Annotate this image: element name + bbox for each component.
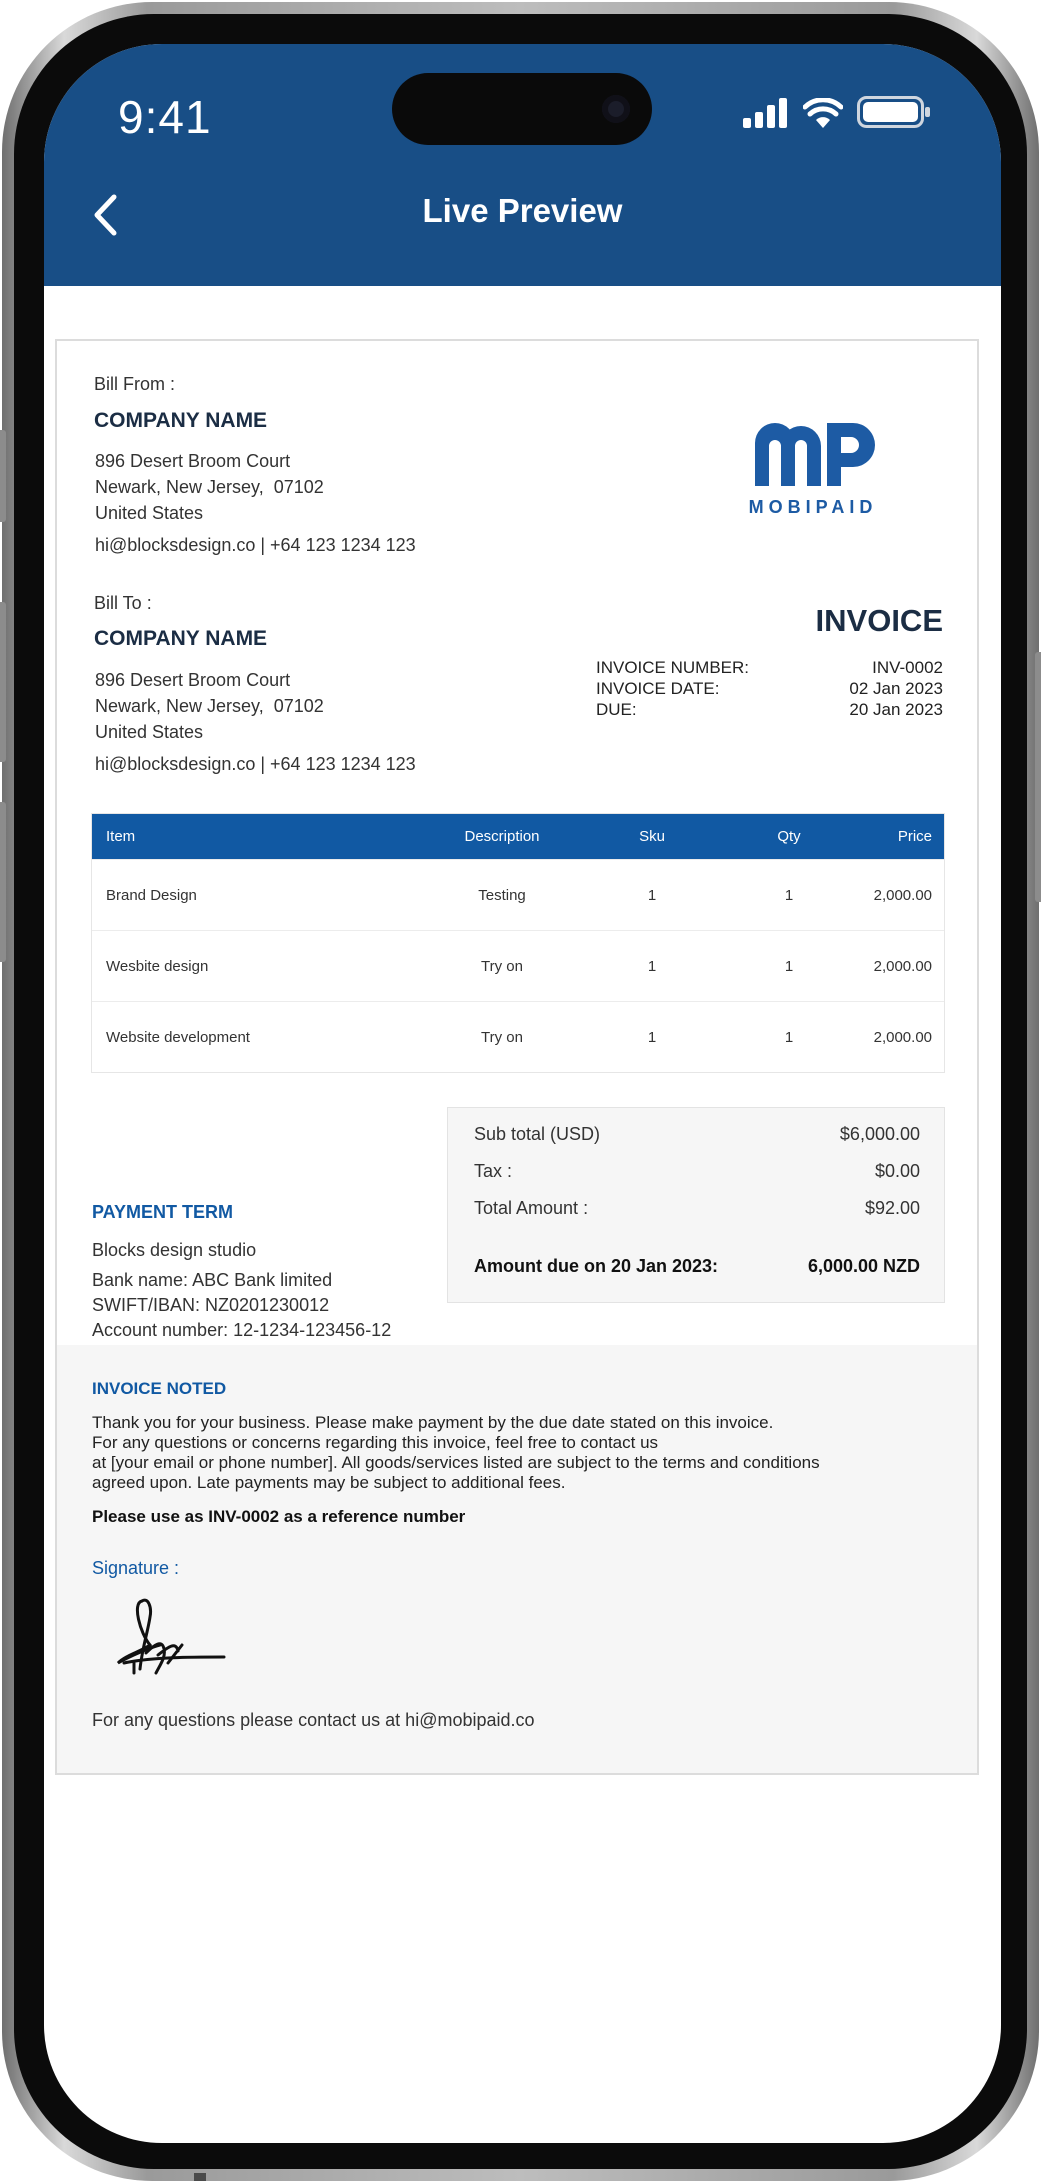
invoice-due-label: DUE: [596,700,637,719]
table-row [92,930,944,1001]
payment-bank: Bank name: ABC Bank limited [92,1270,333,1290]
payment-company: Blocks design studio [92,1240,257,1260]
camera-icon [602,95,630,123]
col-price: Price [897,828,932,845]
invoice-title: INVOICE [815,603,943,638]
bill-to-company: COMPANY NAME [94,627,268,650]
subtotal-value: $6,000.00 [839,1124,920,1144]
mobipaid-logo [743,416,913,516]
phone-frame [2,2,1039,2181]
invoice-number: INV-0002 [872,658,943,677]
volume-up-button [0,602,6,762]
amount-due-value: 6,000.00 NZD [807,1256,920,1276]
frame-antenna-band [194,2173,206,2181]
col-item: Item [106,828,136,845]
row-item: Brand Design [106,886,197,904]
table-row [92,1001,944,1072]
row-qty: 1 [784,957,794,975]
col-sku: Sku [639,828,665,845]
payment-account: Account number: 12-1234-123456-12 [92,1320,392,1340]
bill-to-address-line1: 896 Desert Broom Court [95,670,291,690]
wifi-icon [803,98,843,128]
bill-from-contact: hi@blocksdesign.co | +64 123 1234 123 [95,535,416,555]
signature-label: Signature : [92,1558,180,1578]
bill-from-label: Bill From : [94,374,175,394]
notes-line2: For any questions or concerns regarding this invoice, feel free to contact us [92,1433,659,1452]
notes-line4: agreed upon. Late payments may be subject to additional fees. [92,1473,566,1492]
payment-swift: SWIFT/IBAN: NZ0201230012 [92,1295,330,1315]
row-item: Wesbite design [106,957,209,975]
invoice-due: 20 Jan 2023 [849,700,943,719]
bill-from-address-line1: 896 Desert Broom Court [95,451,291,471]
bill-from-address-line3: United States [95,503,204,523]
row-qty: 1 [784,886,794,904]
row-sku: 1 [647,886,657,904]
contact-line: For any questions please contact us at hi@mobipaid.co [92,1710,535,1730]
row-price: 2,000.00 [873,886,932,904]
row-description: Try on [481,1028,523,1046]
app-header [44,44,1001,286]
dynamic-island [392,73,652,145]
row-description: Testing [478,886,526,904]
row-sku: 1 [647,1028,657,1046]
signal-icon [743,98,789,128]
items-table [91,813,945,1073]
col-qty: Qty [777,828,801,845]
bill-from-company: COMPANY NAME [94,409,268,432]
notes-line1: Thank you for your business. Please make payment by the due date stated on this invoice. [92,1413,774,1432]
amount-due-label: Amount due on 20 Jan 2023: [474,1256,719,1276]
table-row [92,859,944,930]
status-icons [743,94,931,128]
screen [44,44,1001,2143]
total-label: Total Amount : [474,1198,589,1218]
action-button [0,430,6,522]
invoice-number-label: INVOICE NUMBER: [596,658,750,677]
row-price: 2,000.00 [873,1028,932,1046]
table-header [92,814,944,859]
battery-icon [857,96,931,128]
total-row [474,1198,920,1219]
bill-to-contact: hi@blocksdesign.co | +64 123 1234 123 [95,754,416,774]
row-qty: 1 [784,1028,794,1046]
bill-to-address-line2: Newark, New Jersey, 07102 [95,696,324,716]
tax-row [474,1161,920,1182]
notes-title: INVOICE NOTED [92,1379,227,1398]
subtotal-row [474,1124,920,1145]
row-item: Website development [106,1028,250,1046]
bill-to-address-line3: United States [95,722,204,742]
payment-term-title: PAYMENT TERM [92,1202,234,1222]
row-price: 2,000.00 [873,957,932,975]
col-description: Description [464,828,540,845]
svg-text:MOBIPAID: MOBIPAID [748,497,878,516]
totals-box [447,1107,945,1303]
tax-value: $0.00 [874,1161,920,1181]
notes-line3: at [your email or phone number]. All goods/services listed are subject to the terms and conditions [92,1453,820,1472]
bill-to-label: Bill To : [94,593,152,613]
subtotal-label: Sub total (USD) [474,1124,601,1144]
row-description: Try on [481,957,523,975]
bill-from-address-line2: Newark, New Jersey, 07102 [95,477,324,497]
signature-image [112,1593,227,1683]
power-button [1035,652,1041,902]
total-value: $92.00 [864,1198,920,1218]
volume-down-button [0,802,6,962]
row-sku: 1 [647,957,657,975]
invoice-date: 02 Jan 2023 [849,679,943,698]
invoice-preview [55,339,979,1775]
amount-due-row [474,1256,920,1277]
invoice-notes [57,1345,977,1773]
status-time: 9:41 [118,91,212,143]
invoice-date-label: INVOICE DATE: [596,679,720,698]
notes-reference: Please use as INV-0002 as a reference number [92,1507,466,1526]
page-title: Live Preview [422,192,623,229]
tax-label: Tax : [474,1161,513,1181]
